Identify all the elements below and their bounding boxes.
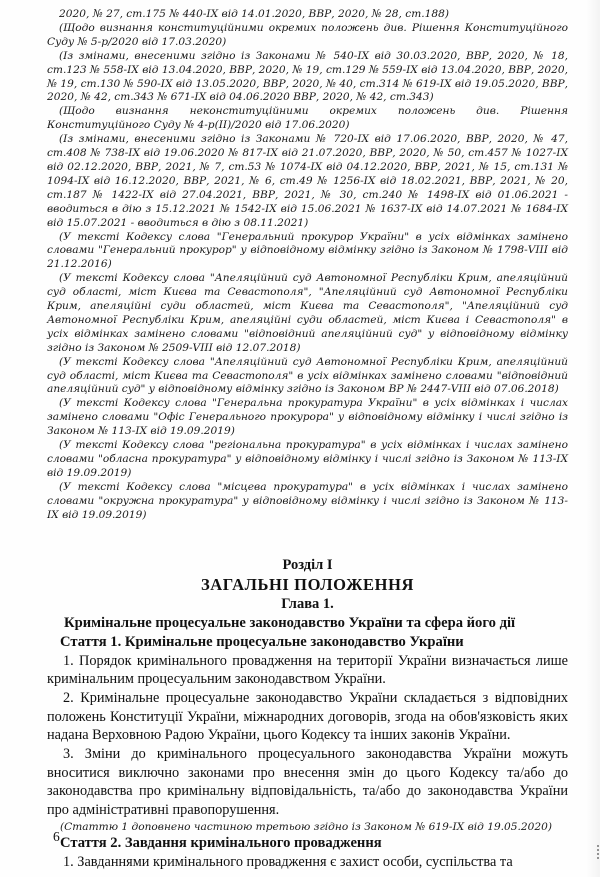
article-1-heading: Стаття 1. Кримінальне процесуальне законодавство України: [60, 633, 464, 650]
article-1-part-1: 1. Порядок кримінального провадження на території України визначається лише кримінальним процесуальним законодавством України.: [47, 652, 568, 688]
text-replacement-note-local-prosecutor: (У тексті Кодексу слова "місцева прокуратура" в усіх відмінках і числах замінено словами "окружна прокуратура" у відповідному відмінку і числі згідно із Законом № 113-IX від 19.09.2019): [47, 480, 568, 521]
page-number: 6: [53, 829, 60, 844]
amendment-note-continuation: 2020, № 27, ст.175 № 440-IX від 14.01.2020, ВВР, 2020, № 28, ст.188): [59, 8, 449, 20]
unconstitutional-note: (Щодо визнання неконституційними окремих положень див. Рішення Конституційного Суду № 4-р(II)/2020 від 17.06.2020): [47, 105, 568, 132]
text-column: [47, 8, 568, 872]
text-replacement-note-prosecutor-office: (У тексті Кодексу слова "Генеральна прокуратура України" в усіх відмінках і числах замінено словами "Офіс Генерального прокурора" у відповідному відмінку і числі згідно із Законом № 113-IX від 19.09.2019): [47, 397, 568, 438]
article-1-amendment-note: (Статтю 1 доповнено частиною третьою згідно із Законом № 619-IX від 19.05.2020): [60, 820, 552, 833]
text-replacement-note-appellate-courts-2447: (У тексті Кодексу слова "Апеляційний суд Автономної Республіки Крим, апеляційний суд області, міст Києва та Севастополя" в усіх відмінках замінено словами "відповідний апеляційний суд" у відповідному відмінку згідно із Законом ВР № 2447-VIII від 07.06.2018): [47, 355, 568, 396]
chapter-name: Кримінальне процесуальне законодавство України та сфера його дії: [64, 614, 516, 631]
article-1-part-2: 2. Кримінальне процесуальне законодавство України складається з відповідних положень Конституції України, міжнародних договорів, згода на обов'язковість яких надана Верховною Радою України, цього Кодексу та інших законів України.: [47, 689, 568, 744]
text-replacement-note-prosecutor-general: (У тексті Кодексу слова "Генеральний прокурор України" в усіх відмінках замінено словами "Генеральний прокурор" у відповідному відмінку згідно із Законом № 1798-VIII від 21.12.2016): [47, 230, 568, 271]
amendments-note-2020: (Із змінами, внесеними згідно із Законами № 540-IX від 30.03.2020, ВВР, 2020, № 18, ст.123 № 558-IX від 13.04.2020, ВВР, 2020, № 19, ст.129 № 559-IX від 13.04.2020, ВВР, 2020, № 19, ст.130 № 590-IX від 13.05.2020, ВВР, 2020, № 40, ст.314 № 619-IX від 19.05.2020, ВВР, 2020, № 42, ст.343 № 671-IX від 04.06.2020 ВВР, 2020, № 42, ст.343): [47, 49, 568, 104]
article-2-heading: Стаття 2. Завдання кримінального провадження: [60, 835, 382, 852]
text-replacement-note-appellate-courts-2509: (У тексті Кодексу слова "Апеляційний суд Автономної Республіки Крим, апеляційний суд області, міст Києва та Севастополя", "Апеляційний суд Автономної Республіки Крим, апеляційні суди областей, міст Києва та Севастополя", "Апеляційний суд Автономної Республіки Крим, апеляційні суди областей, міст Києва і Севастополя" в усіх відмінках замінено словами "відповідний апеляційний суд" у відповідному відмінку згідно із Законом № 2509-VIII від 12.07.2018): [47, 272, 568, 354]
scan-artifact: [597, 845, 599, 859]
chapter-heading: Глава 1.: [281, 595, 334, 612]
text-replacement-note-regional-prosecutor: (У тексті Кодексу слова "регіональна прокуратура" в усіх відмінках і числах замінено словами "обласна прокуратура" у відповідному відмінку і числі згідно із Законом № 113-IX від 19.09.2019): [47, 439, 568, 479]
article-2-part-1-partial: 1. Завданнями кримінального провадження є захист особи, суспільства та: [63, 854, 513, 871]
section-title: ЗАГАЛЬНІ ПОЛОЖЕННЯ: [200, 574, 415, 594]
amendments-note-2020-2021: (Із змінами, внесеними згідно із Законами № 720-IX від 17.06.2020, ВВР, 2020, № 47, ст.408 № 738-IX від 19.06.2020 № 817-IX від 21.07.2020, ВВР, 2020, № 50, ст.457 № 1027-IX від 02.12.2020, ВВР, 2021, № 7, ст.53 № 1074-IX від 04.12.2020, ВВР, 2021, № 15, ст.131 № 1094-IX від 16.12.2020, ВВР, 2021, № 6, ст.49 № 1256-IX від 18.02.2021, ВВР, 2021, № 20, ст.187 № 1422-IX від 27.04.2021, ВВР, 2021, № 30, ст.240 № 1498-IX від 01.06.2021 - вводиться в дію з 15.12.2021 № 1542-IX від 15.06.2021 № 1637-IX від 14.07.2021 № 1684-IX від 15.07.2021 - вводиться в дію з 08.11.2021): [47, 133, 568, 229]
article-1-part-3: 3. Зміни до кримінального процесуального законодавства України можуть вноситися виключно законами про внесення змін до цього Кодексу та/або до законодавства про кримінальну відповідальність, та/або до законодавства України про адміністративні правопорушення.: [47, 746, 568, 819]
constitutional-court-note: (Щодо визнання конституційними окремих положень див. Рішення Конституційного Суду № 5-р/2020 від 17.03.2020): [47, 21, 568, 48]
section-heading: Розділ I: [282, 556, 333, 573]
